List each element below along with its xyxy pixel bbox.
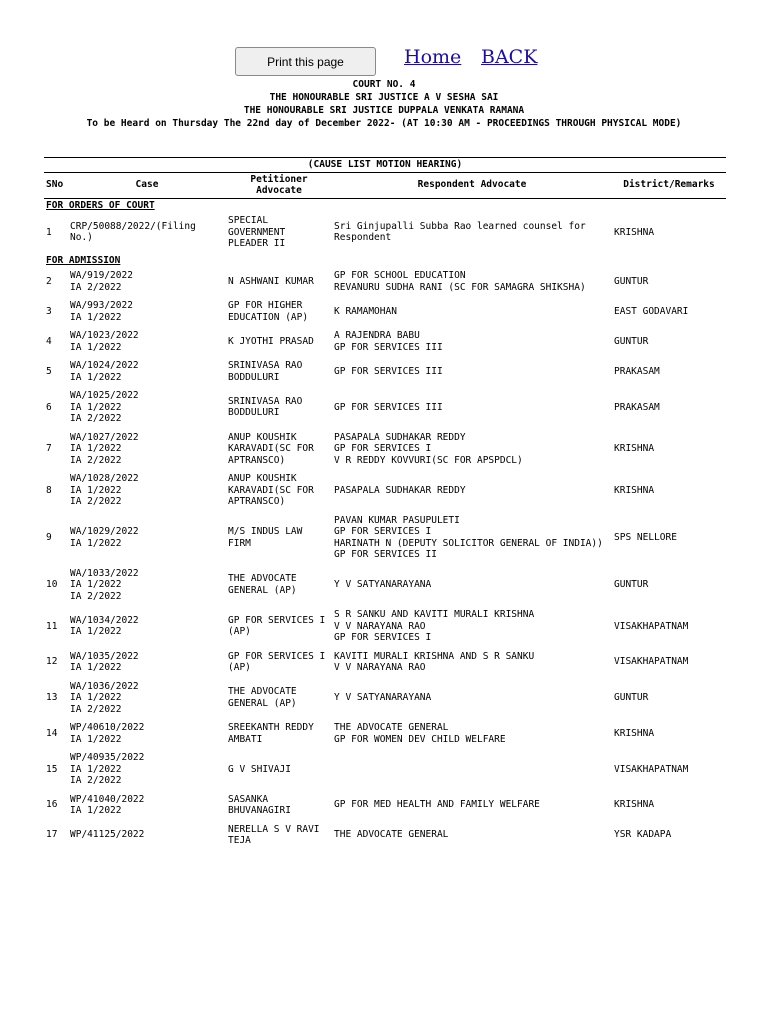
case-line: IA 2/2022 bbox=[70, 496, 122, 507]
row-sno: 3 bbox=[46, 305, 52, 317]
cause-list-table bbox=[44, 157, 726, 851]
row-district: PRAKASAM bbox=[614, 401, 660, 413]
case-line: IA 1/2022 bbox=[70, 341, 122, 353]
row-case[interactable] bbox=[68, 429, 226, 471]
respondent-line: GP FOR MED HEALTH AND FAMILY WELFARE bbox=[334, 799, 540, 811]
respondent-line: GP FOR SERVICES I bbox=[334, 632, 432, 643]
row-respondent bbox=[332, 791, 612, 821]
row-respondent bbox=[332, 512, 612, 565]
row-petitioner: K JYOTHI PRASAD bbox=[228, 335, 314, 347]
case-line: WA/919/2022 bbox=[70, 270, 133, 281]
table-row bbox=[44, 267, 726, 297]
row-case[interactable] bbox=[68, 387, 226, 429]
case-line: WP/40935/2022 bbox=[70, 752, 145, 763]
row-district: GUNTUR bbox=[614, 692, 649, 703]
table-row bbox=[44, 357, 726, 387]
respondent-line: Y V SATYANARAYANA bbox=[334, 579, 432, 590]
case-line: WA/1036/2022 bbox=[70, 680, 139, 692]
row-petitioner: G V SHIVAJI bbox=[228, 763, 291, 775]
row-petitioner: SRINIVASA RAO BODDULURI bbox=[228, 360, 303, 383]
row-sno: 11 bbox=[46, 620, 58, 632]
table-row bbox=[44, 387, 726, 429]
respondent-line: GP FOR SERVICES I bbox=[334, 526, 432, 537]
row-petitioner: GP FOR SERVICES I (AP) bbox=[228, 650, 326, 673]
row-district: KRISHNA bbox=[614, 226, 655, 238]
case-line: IA 2/2022 bbox=[70, 413, 122, 424]
row-sno: 13 bbox=[46, 692, 58, 703]
row-sno: 4 bbox=[46, 335, 52, 347]
row-respondent bbox=[332, 212, 612, 254]
row-case[interactable] bbox=[68, 267, 226, 297]
hearing-details: To be Heard on Thursday The 22nd day of December 2022- (AT 10:30 AM - PROCEEDINGS THROUGH PHYSICAL MODE) bbox=[86, 118, 682, 129]
row-petitioner: M/S INDUS LAW FIRM bbox=[228, 526, 303, 549]
row-case[interactable] bbox=[68, 512, 226, 565]
row-sno: 17 bbox=[46, 829, 58, 841]
row-sno: 12 bbox=[46, 656, 58, 668]
row-respondent bbox=[332, 470, 612, 512]
table-row bbox=[44, 512, 726, 565]
table-row bbox=[44, 791, 726, 821]
row-petitioner: N ASHWANI KUMAR bbox=[228, 275, 314, 287]
row-respondent bbox=[332, 821, 612, 851]
row-sno: 14 bbox=[46, 727, 58, 739]
case-line: IA 1/2022 bbox=[70, 371, 122, 383]
row-respondent bbox=[332, 267, 612, 297]
row-petitioner: ANUP KOUSHIK KARAVADI(SC FOR APTRANSCO) bbox=[228, 473, 314, 507]
case-line: IA 1/2022 bbox=[70, 733, 122, 745]
row-district: KRISHNA bbox=[614, 799, 655, 811]
respondent-line: GP FOR SERVICES III bbox=[334, 365, 443, 377]
case-line: IA 2/2022 bbox=[70, 454, 122, 466]
respondent-line: S R SANKU AND KAVITI MURALI KRISHNA bbox=[334, 609, 535, 620]
case-line: WA/1035/2022 bbox=[70, 650, 139, 662]
table-row bbox=[44, 821, 726, 851]
row-case[interactable] bbox=[68, 327, 226, 357]
row-petitioner: THE ADVOCATE GENERAL (AP) bbox=[228, 686, 297, 709]
row-sno: 5 bbox=[46, 365, 52, 377]
table-row bbox=[44, 565, 726, 607]
section-heading: FOR ORDERS OF COURT bbox=[46, 199, 155, 211]
row-respondent bbox=[332, 297, 612, 327]
row-respondent bbox=[332, 429, 612, 471]
case-line: CRP/50088/2022/(Filing No.) bbox=[70, 220, 196, 244]
table-row bbox=[44, 749, 726, 791]
respondent-line: REVANURU SUDHA RANI (SC FOR SAMAGRA SHIKSHA) bbox=[334, 281, 586, 293]
row-district: EAST GODAVARI bbox=[614, 305, 689, 317]
respondent-line: PAVAN KUMAR PASUPULETI bbox=[334, 514, 460, 526]
row-respondent bbox=[332, 678, 612, 720]
case-line: IA 1/2022 bbox=[70, 484, 122, 496]
row-case[interactable] bbox=[68, 212, 226, 254]
case-line: IA 1/2022 bbox=[70, 401, 122, 413]
case-line: IA 1/2022 bbox=[70, 537, 122, 549]
respondent-line: PASAPALA SUDHAKAR REDDY bbox=[334, 431, 466, 443]
respondent-line: K RAMAMOHAN bbox=[334, 305, 397, 317]
row-case[interactable] bbox=[68, 749, 226, 791]
respondent-line: KAVITI MURALI KRISHNA AND S R SANKU bbox=[334, 650, 535, 662]
respondent-line: GP FOR SERVICES II bbox=[334, 549, 437, 560]
row-sno: 15 bbox=[46, 763, 58, 775]
row-sno: 9 bbox=[46, 531, 52, 543]
case-line: IA 2/2022 bbox=[70, 703, 122, 715]
case-line: IA 1/2022 bbox=[70, 626, 122, 638]
respondent-line: THE ADVOCATE GENERAL bbox=[334, 829, 449, 841]
row-district: GUNTUR bbox=[614, 275, 649, 287]
row-sno: 7 bbox=[46, 443, 52, 454]
case-line: IA 1/2022 bbox=[70, 579, 122, 590]
table-row bbox=[44, 606, 726, 648]
court-number: COURT NO. 4 bbox=[352, 79, 416, 90]
judge-1: THE HONOURABLE SRI JUSTICE A V SESHA SAI bbox=[269, 92, 499, 103]
respondent-line: PASAPALA SUDHAKAR REDDY bbox=[334, 484, 466, 496]
case-line: WA/1024/2022 bbox=[70, 360, 139, 371]
respondent-line: THE ADVOCATE GENERAL bbox=[334, 722, 449, 733]
case-line: WA/1033/2022 bbox=[70, 567, 139, 579]
respondent-line: GP FOR SERVICES III bbox=[334, 341, 443, 353]
col-petitioner: Petitioner Advocate bbox=[226, 172, 332, 198]
case-line: WA/1028/2022 bbox=[70, 473, 139, 484]
row-case[interactable] bbox=[68, 791, 226, 821]
row-case[interactable] bbox=[68, 357, 226, 387]
case-line: WA/1029/2022 bbox=[70, 526, 139, 537]
case-line: WA/1034/2022 bbox=[70, 614, 139, 626]
case-line: WA/1023/2022 bbox=[70, 330, 139, 341]
respondent-line: V R REDDY KOVVURI(SC FOR APSPDCL) bbox=[334, 454, 523, 466]
row-sno: 8 bbox=[46, 484, 52, 496]
row-petitioner: SPECIAL GOVERNMENT PLEADER II bbox=[228, 215, 286, 249]
row-petitioner: THE ADVOCATE GENERAL (AP) bbox=[228, 573, 297, 596]
row-case[interactable] bbox=[68, 606, 226, 648]
respondent-line: GP FOR SERVICES III bbox=[334, 401, 443, 413]
row-case[interactable] bbox=[68, 297, 226, 327]
row-petitioner: NERELLA S V RAVI TEJA bbox=[228, 823, 320, 846]
row-sno: 10 bbox=[46, 579, 58, 590]
case-line: WP/41040/2022 bbox=[70, 793, 145, 805]
row-case[interactable] bbox=[68, 565, 226, 607]
case-line: WA/993/2022 bbox=[70, 300, 133, 311]
col-district: District/Remarks bbox=[612, 172, 726, 198]
case-line: WA/1027/2022 bbox=[70, 431, 139, 443]
row-district: KRISHNA bbox=[614, 727, 655, 739]
row-district: YSR KADAPA bbox=[614, 829, 672, 841]
row-petitioner: SASANKA BHUVANAGIRI bbox=[228, 793, 291, 816]
row-district: SPS NELLORE bbox=[614, 531, 677, 543]
table-row bbox=[44, 648, 726, 678]
row-respondent bbox=[332, 749, 612, 791]
table-row bbox=[44, 470, 726, 512]
case-line: WP/40610/2022 bbox=[70, 722, 145, 733]
row-district: VISAKHAPATNAM bbox=[614, 763, 689, 775]
respondent-line: GP FOR SCHOOL EDUCATION bbox=[334, 270, 466, 281]
table-row bbox=[44, 212, 726, 254]
row-district: KRISHNA bbox=[614, 443, 655, 454]
row-respondent bbox=[332, 327, 612, 357]
row-sno: 2 bbox=[46, 275, 52, 287]
row-petitioner: SREEKANTH REDDY AMBATI bbox=[228, 722, 314, 745]
cause-list-header bbox=[0, 78, 768, 130]
row-respondent bbox=[332, 648, 612, 678]
case-line: IA 1/2022 bbox=[70, 443, 122, 454]
row-case[interactable] bbox=[68, 821, 226, 851]
respondent-line: HARINATH N (DEPUTY SOLICITOR GENERAL OF INDIA)) bbox=[334, 537, 603, 549]
case-line: IA 2/2022 bbox=[70, 590, 122, 602]
respondent-line: A RAJENDRA BABU bbox=[334, 330, 420, 341]
section-row bbox=[44, 198, 726, 212]
row-case[interactable] bbox=[68, 719, 226, 749]
case-line: IA 1/2022 bbox=[70, 763, 122, 775]
row-respondent bbox=[332, 357, 612, 387]
top-toolbar bbox=[0, 44, 768, 80]
print-button[interactable]: Print this page bbox=[235, 47, 376, 76]
case-line: IA 1/2022 bbox=[70, 692, 122, 703]
row-petitioner: SRINIVASA RAO BODDULURI bbox=[228, 395, 303, 419]
row-district: PRAKASAM bbox=[614, 365, 660, 377]
row-case[interactable] bbox=[68, 678, 226, 720]
row-respondent bbox=[332, 606, 612, 648]
respondent-line: GP FOR WOMEN DEV CHILD WELFARE bbox=[334, 733, 506, 745]
respondent-line: V V NARAYANA RAO bbox=[334, 662, 426, 673]
respondent-line: GP FOR SERVICES I bbox=[334, 443, 432, 454]
row-district: GUNTUR bbox=[614, 335, 649, 347]
case-line: IA 2/2022 bbox=[70, 281, 122, 293]
table-caption: (CAUSE LIST MOTION HEARING) bbox=[44, 158, 726, 173]
row-district: VISAKHAPATNAM bbox=[614, 620, 689, 632]
table-row bbox=[44, 327, 726, 357]
row-case[interactable] bbox=[68, 648, 226, 678]
section-row bbox=[44, 254, 726, 268]
row-district: GUNTUR bbox=[614, 579, 649, 590]
respondent-line: Y V SATYANARAYANA bbox=[334, 692, 432, 703]
row-case[interactable] bbox=[68, 470, 226, 512]
back-link[interactable]: BACK bbox=[481, 46, 538, 68]
case-line: IA 1/2022 bbox=[70, 311, 122, 323]
respondent-line: Sri Ginjupalli Subba Rao learned counsel for Respondent bbox=[334, 220, 586, 244]
row-petitioner: GP FOR HIGHER EDUCATION (AP) bbox=[228, 300, 309, 323]
col-respondent: Respondent Advocate bbox=[332, 172, 612, 198]
case-line: WA/1025/2022 bbox=[70, 390, 139, 401]
col-case: Case bbox=[68, 172, 226, 198]
row-petitioner: ANUP KOUSHIK KARAVADI(SC FOR APTRANSCO) bbox=[228, 431, 314, 466]
row-sno: 1 bbox=[46, 226, 52, 238]
table-row bbox=[44, 719, 726, 749]
row-district: VISAKHAPATNAM bbox=[614, 656, 689, 668]
case-line: WP/41125/2022 bbox=[70, 829, 145, 841]
row-district: KRISHNA bbox=[614, 484, 655, 496]
case-line: IA 1/2022 bbox=[70, 662, 122, 673]
case-line: IA 2/2022 bbox=[70, 775, 122, 786]
table-row bbox=[44, 678, 726, 720]
judge-2: THE HONOURABLE SRI JUSTICE DUPPALA VENKATA RAMANA bbox=[243, 105, 525, 116]
row-sno: 16 bbox=[46, 799, 58, 811]
section-heading: FOR ADMISSION bbox=[46, 254, 121, 266]
respondent-line: V V NARAYANA RAO bbox=[334, 620, 426, 632]
table-row bbox=[44, 429, 726, 471]
row-respondent bbox=[332, 565, 612, 607]
row-respondent bbox=[332, 719, 612, 749]
row-respondent bbox=[332, 387, 612, 429]
col-sno: SNo bbox=[44, 172, 68, 198]
row-petitioner: GP FOR SERVICES I (AP) bbox=[228, 614, 326, 638]
home-link[interactable]: Home bbox=[404, 46, 462, 68]
row-sno: 6 bbox=[46, 401, 52, 413]
case-line: IA 1/2022 bbox=[70, 805, 122, 816]
table-row bbox=[44, 297, 726, 327]
